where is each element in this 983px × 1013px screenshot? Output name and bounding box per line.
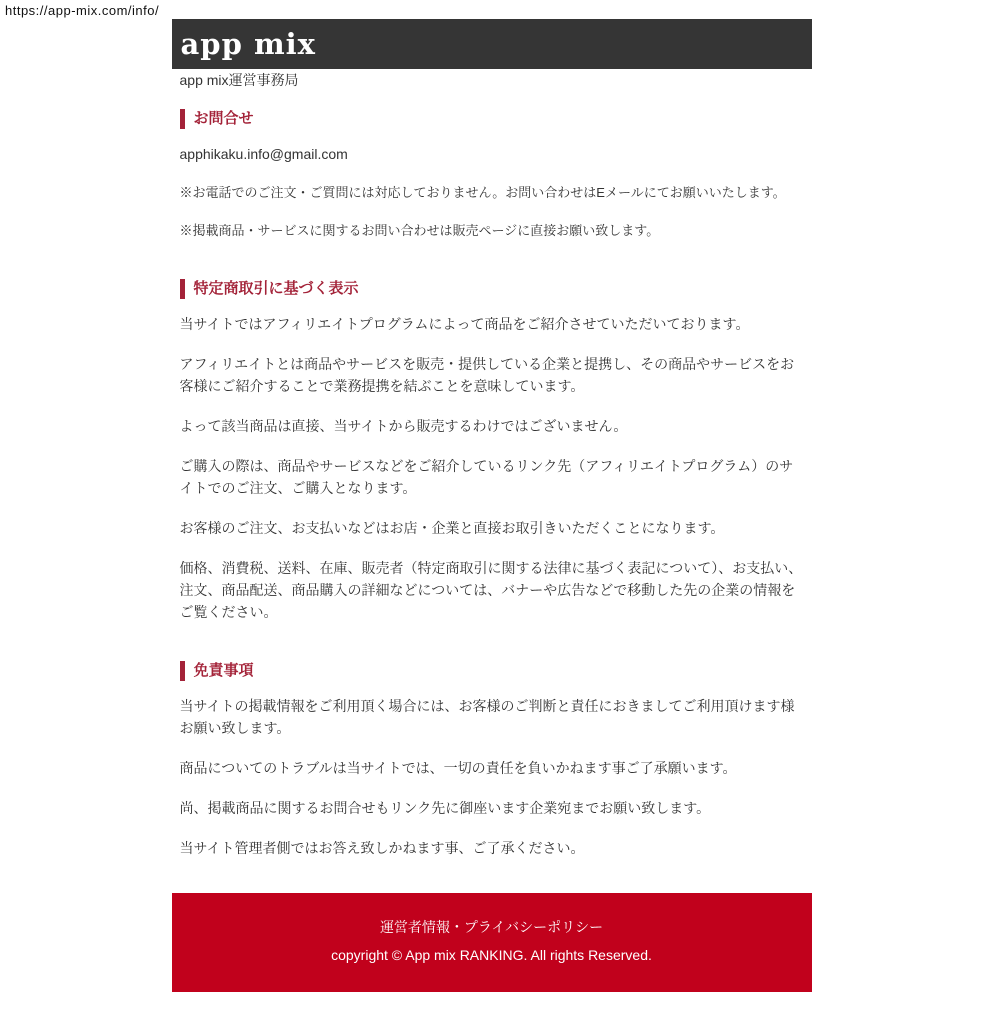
section-heading-commerce-law: 特定商取引に基づく表示 xyxy=(180,279,804,299)
commerce-paragraph: アフィリエイトとは商品やサービスを販売・提供している企業と提携し、その商品やサービスをお客様にご紹介することで業務提携を結ぶことを意味しています。 xyxy=(179,356,795,394)
commerce-paragraph: お客様のご注文、お支払いなどはお店・企業と直接お取引きいただくことになります。 xyxy=(179,520,725,536)
contact-note-phone: ※お電話でのご注文・ご質問には対応しておりません。お問い合わせはEメールにてお願いいたします。 xyxy=(179,185,786,200)
page-container xyxy=(172,19,812,992)
disclaimer-paragraph: 当サイト管理者側ではお答え致しかねます事、ご了承ください。 xyxy=(179,840,585,856)
commerce-paragraph: よって該当商品は直接、当サイトから販売するわけではございません。 xyxy=(179,418,628,434)
operator-name: app mix運営事務局 xyxy=(179,72,299,88)
disclaimer-paragraph: 尚、掲載商品に関するお問合せもリンク先に御座います企業宛までお願い致します。 xyxy=(179,800,711,816)
commerce-paragraph: 当サイトではアフィリエイトプログラムによって商品をご紹介させていただいております。 xyxy=(179,316,750,332)
copyright-text: copyright © App mix RANKING. All rights Reserved. xyxy=(331,947,652,963)
main-content xyxy=(172,69,812,859)
site-footer xyxy=(172,893,812,992)
page-url-label: https://app-mix.com/info/ xyxy=(5,3,160,18)
disclaimer-paragraph: 商品についてのトラブルは当サイトでは、一切の責任を負いかねます事ご了承願います。 xyxy=(179,760,737,776)
contact-note-products: ※掲載商品・サービスに関するお問い合わせは販売ページに直接お願い致します。 xyxy=(179,223,660,238)
commerce-paragraph: 価格、消費税、送料、在庫、販売者（特定商取引に関する法律に基づく表記について）、お支払い、注文、商品配送、商品購入の詳細などについては、バナーや広告などで移動した先の企業の情報をご覧ください。 xyxy=(179,560,803,620)
site-logo[interactable]: app mix xyxy=(180,27,316,61)
disclaimer-paragraph: 当サイトの掲載情報をご利用頂く場合には、お客様のご判断と責任におきましてご利用頂けます様お願い致します。 xyxy=(179,698,795,736)
section-heading-contact: お問合せ xyxy=(180,109,804,129)
contact-email: apphikaku.info@gmail.com xyxy=(179,146,348,162)
commerce-paragraph: ご購入の際は、商品やサービスなどをご紹介しているリンク先（アフィリエイトプログラム）のサイトでのご注文、ご購入となります。 xyxy=(179,458,794,496)
site-header xyxy=(172,19,812,69)
section-heading-disclaimer: 免責事項 xyxy=(180,661,804,681)
privacy-policy-link[interactable]: 運営者情報・プライバシーポリシー xyxy=(379,919,604,935)
